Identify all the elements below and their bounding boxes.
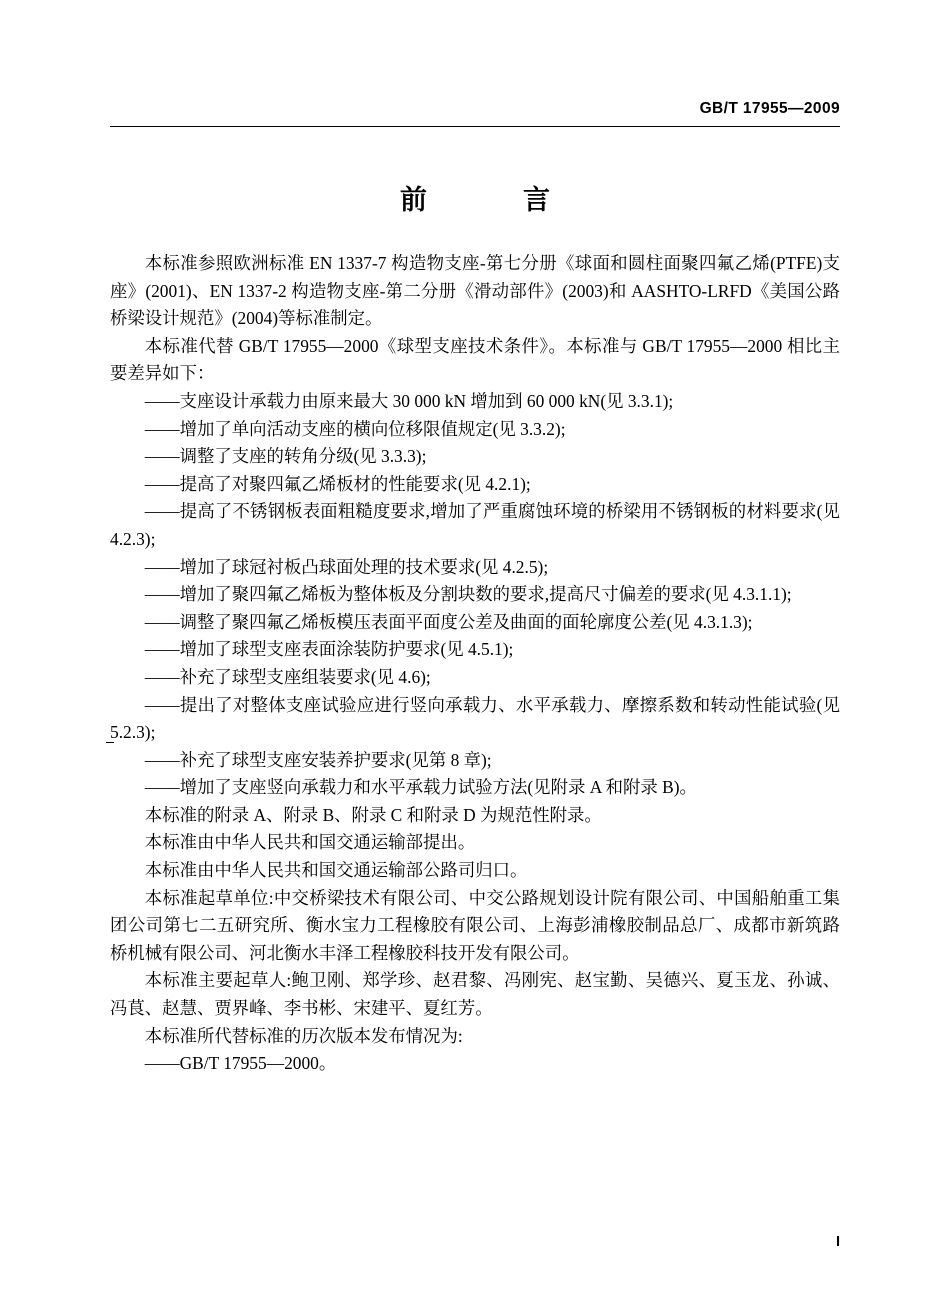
dash-prefix: —— — [144, 390, 180, 411]
dash-prefix: —— — [144, 639, 180, 660]
dash-prefix: —— — [144, 777, 180, 798]
paragraph: 本标准起草单位:中交桥梁技术有限公司、中交公路规划设计院有限公司、中国船舶重工集团公司第七二五研究所、衡水宝力工程橡胶有限公司、上海彭浦橡胶制品总厂、成都市新筑路桥机械有限公司、河北衡水丰泽工程橡胶科技开发有限公司。 — [110, 887, 840, 963]
dash-prefix: —— — [144, 694, 180, 715]
list-item — [110, 1050, 840, 1078]
list-item-text: 增加了支座竖向承载力和水平承载力试验方法(见附录 A 和附录 B)。 — [179, 777, 697, 798]
dash-prefix: —— — [144, 749, 180, 770]
paragraph: 本标准所代替标准的历次版本发布情况为: — [144, 1025, 463, 1046]
list-item-text: 调整了聚四氟乙烯板模压表面平面度公差及曲面的面轮廓度公差(见 4.3.1.3); — [179, 611, 753, 632]
dash-prefix: —— — [144, 473, 180, 494]
dash-prefix: —— — [144, 418, 180, 439]
header-divider — [110, 126, 840, 127]
list-item-text: 增加了聚四氟乙烯板为整体板及分割块数的要求,提高尺寸偏差的要求(见 4.3.1.1); — [179, 584, 792, 605]
paragraph: 本标准的附录 A、附录 B、附录 C 和附录 D 为规范性附录。 — [144, 804, 602, 825]
page-number: I — [835, 1234, 840, 1250]
dash-prefix: —— — [144, 1053, 180, 1074]
list-item-text: 调整了支座的转角分级(见 3.3.3); — [179, 446, 427, 467]
dash-prefix: —— — [144, 584, 180, 605]
dash-prefix: —— — [144, 501, 180, 522]
paragraph: 本标准由中华人民共和国交通运输部公路司归口。 — [144, 860, 528, 881]
list-item — [110, 416, 840, 444]
list-item-text: 提高了对聚四氟乙烯板材的性能要求(见 4.2.1); — [179, 473, 531, 494]
paragraph: 本标准主要起草人:鲍卫刚、郑学珍、赵君黎、冯刚宪、赵宝勤、吴德兴、夏玉龙、孙诚、冯茛、赵慧、贾界峰、李书彬、宋建平、夏红芳。 — [110, 970, 840, 1019]
list-item — [110, 692, 840, 747]
dash-prefix: —— — [144, 611, 180, 632]
list-item — [110, 664, 840, 692]
list-item-text: 提高了不锈钢板表面粗糙度要求,增加了严重腐蚀环境的桥梁用不锈钢板的材料要求(见 4.2.3); — [110, 501, 840, 549]
list-item — [110, 554, 840, 582]
list-item — [110, 609, 840, 637]
list-item-text: 增加了单向活动支座的横向位移限值规定(见 3.3.2); — [179, 418, 566, 439]
list-item — [110, 581, 840, 609]
dash-prefix: —— — [144, 446, 180, 467]
list-item — [110, 471, 840, 499]
list-item-text: 补充了球型支座安装养护要求(见第 8 章); — [179, 749, 492, 770]
list-item-text: 提出了对整体支座试验应进行竖向承载力、水平承载力、摩擦系数和转动性能试验(见 5.2.3); — [110, 694, 840, 743]
paragraph: 本标准代替 GB/T 17955—2000《球型支座技术条件》。本标准与 GB/T 17955—2000 相比主要差异如下： — [110, 335, 840, 384]
dash-prefix: —— — [144, 556, 180, 577]
paragraph: 本标准参照欧洲标准 EN 1337-7 构造物支座-第七分册《球面和圆柱面聚四氟乙烯(PTFE)支座》(2001)、EN 1337-2 构造物支座-第二分册《滑动部件》(2003)和 AASHTO-LRFD《美国公路桥梁设计规范》(2004)等标准制定。 — [110, 253, 840, 329]
list-item — [110, 388, 840, 416]
margin-tick-mark — [106, 742, 114, 743]
list-item-text: 支座设计承载力由原来最大 30 000 kN 增加到 60 000 kN(见 3.3.1); — [179, 390, 674, 411]
list-item-text: 增加了球冠衬板凸球面处理的技术要求(见 4.2.5); — [179, 556, 549, 577]
list-item — [110, 774, 840, 802]
page-title: 前 言 — [400, 185, 564, 215]
paragraph: 本标准由中华人民共和国交通运输部提出。 — [144, 832, 476, 853]
dash-prefix: —— — [144, 666, 180, 687]
list-item — [110, 747, 840, 775]
list-item — [110, 443, 840, 471]
page-header-standard-number: GB/T 17955—2009 — [699, 100, 840, 117]
list-item — [110, 498, 840, 553]
list-item-text: 补充了球型支座组装要求(见 4.6); — [179, 666, 431, 687]
list-item-text: GB/T 17955—2000。 — [179, 1053, 337, 1074]
document-body — [110, 250, 840, 1078]
list-item-text: 增加了球型支座表面涂装防护要求(见 4.5.1); — [179, 639, 514, 660]
list-item — [110, 636, 840, 664]
